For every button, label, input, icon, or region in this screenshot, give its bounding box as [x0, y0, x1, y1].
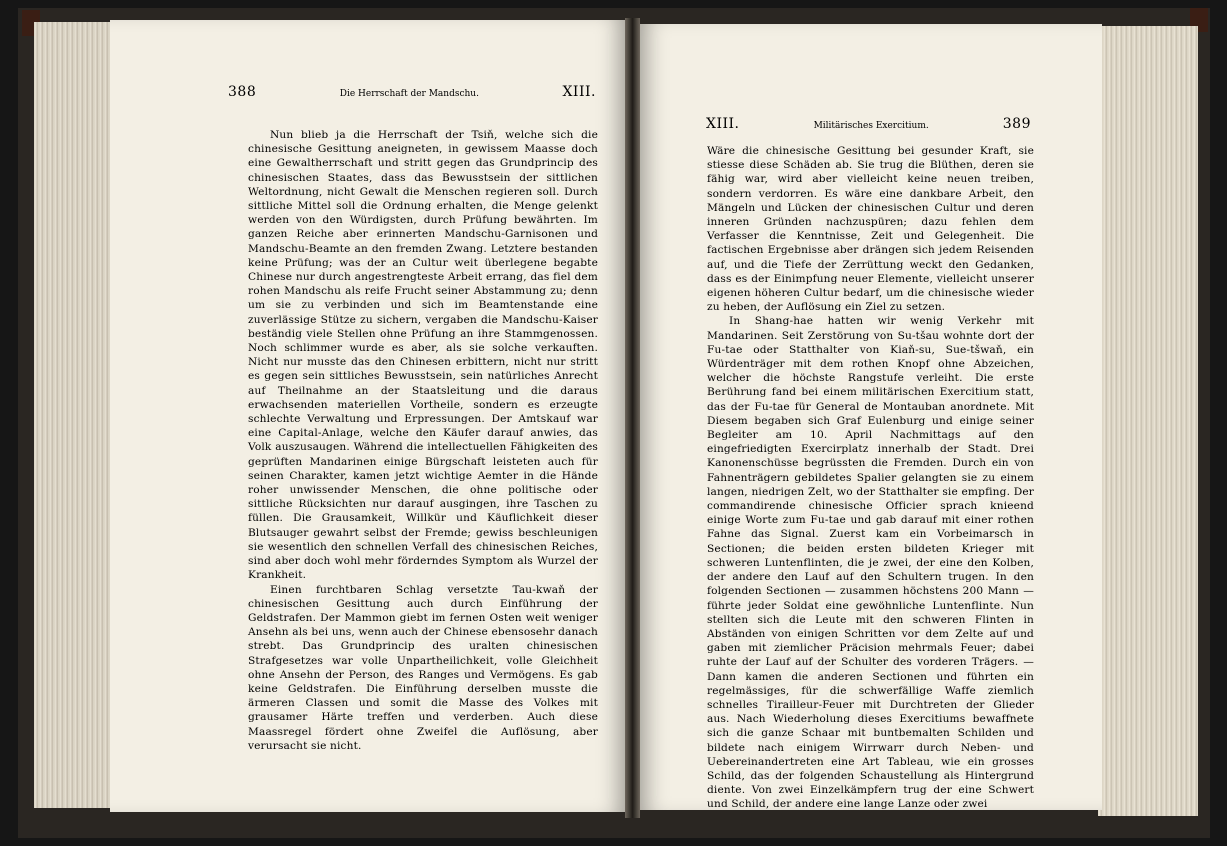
paragraph: Einen furchtbaren Schlag versetzte Tau-kwaň der chinesischen Gesittung auch durch Einführung der Geldstrafen. Der Mammon giebt im fernen Osten weit weniger Ansehn als bei uns, wenn auch der Chinese ebensosehr danach strebt. Das Grundprincip des uralten chinesischen Strafgesetzes war volle Unpartheilichkeit, volle Gleichheit ohne Ansehn der Person, des Ranges und Vermögens. Es gab keine Geldstrafen. Die Einführung derselben musste die ärmeren Classen und somit die Masse des Volkes mit grausamer Härte treffen und verderben. Auch diese Maassregel fördert ohne Zweifel die Auflösung, aber verursacht sie nicht. — [248, 583, 598, 752]
paragraph: Nun blieb ja die Herrschaft der Tsiň, welche sich die chinesische Gesittung aneigneten, in gewissem Maasse doch eine Gewaltherrschaft und stritt gegen das Grundprincip des chinesischen Staates, dass das Bewusstsein der sittlichen Weltordnung, nicht Gewalt die Menschen regieren soll. Durch sittliche Mittel soll die Ordnung erhalten, die Menge gelenkt werden von den Würdigsten, durch Prüfung bewährten. Im ganzen Reiche aber erinnerten Mandschu-Garnisonen und Mandschu-Beamte an den fremden Zwang. Letztere bestanden keine Prüfung; was der an Cultur weit überlegene begabte Chinese nur durch angestrengteste Arbeit errang, das fiel dem rohen Mandschu als reife Frucht seiner Abstammung zu; denn um sie zu verbinden und sich im Beamtenstande eine zuverlässige Stütze zu sichern, vergaben die Mandschu-Kaiser beständig viele Stellen ohne Prüfung an ihre Stammgenossen. Noch schlimmer wurde es aber, als sie solche verkauften. Nicht nur musste das den Chinesen erbittern, nicht nur stritt es gegen sein sittliches Bewusstsein, sein natürliches Anrecht auf Theilnahme an der Staatsleitung und die daraus erwachsenden materiellen Vortheile, sondern es erzeugte schlechte Verwaltung und Erpressungen. Der Amtskauf war eine Capital-Anlage, welche den Käufer darauf anwies, das Volk auszusaugen. Während die intellectuellen Fähigkeiten des geprüften Mandarinen einige Bürgschaft leisteten auch für seinen Charakter, kamen jetzt wichtige Aemter in die Hände roher unwissender Menschen, die ohne politische oder sittliche Rücksichten nur darauf ausgingen, ihre Taschen zu füllen. Die Grausamkeit, Willkür und Käuflichkeit dieser Blutsauger gewahrt selbst der Fremde; gewiss beschleunigen sie wesentlich den schnellen Verfall des chinesischen Reiches, sind aber doch wohl mehr förderndes Symptom als Wurzel der Krankheit. — [248, 129, 598, 582]
right-page-number: 389 — [1002, 116, 1031, 132]
paragraph: In Shang-hae hatten wir wenig Verkehr mit Mandarinen. Seit Zerstörung von Su-tšau wohnte dort der Fu-tae oder Statthalter von Kiaň-su, Sue-tšwaň, ein Würdenträger mit dem rothen Knopf ohne Abzeichen, welcher die höchste Rangstufe verleiht. Die erste Berührung fand bei einem militärischen Exercitium statt, das der Fu-tae für General de Montauban anordnete. Mit Diesem begaben sich Graf Eulenburg und einige seiner Begleiter am 10. April Nachmittags auf den eingefriedigten Exercirplatz innerhalb der Stadt. Drei Kanonenschüsse begrüssten die Fremden. Durch ein von Fahnenträgern gebildetes Spalier gelangten sie zu einem langen, niedrigen Zelt, wo der Statthalter sie empfing. Der commandirende chinesische Officier sprach knieend einige Worte zum Fu-tae und gab darauf mit einer rothen Fahne das Signal. Zuerst kam ein Vorbeimarsch in Sectionen; die beiden ersten bildeten Krieger mit schweren Luntenflinten, die je zwei, der eine den Kolben, der andere den Lauf auf den Schultern trugen. In den folgenden Sectionen — zusammen höchstens 200 Mann — führte jeder Soldat eine gewöhnliche Luntenflinte. Nun stellten sich die Leute mit den schweren Flinten in Abständen von einigen Schritten vor dem Zelte auf und gaben mit ziemlicher Präcision mehrmals Feuer; dabei ruhte der Lauf auf der Schulter des vorderen Trägers. — Dann kamen die anderen Sectionen und führten ein regelmässiges, für die schwerfällige Waffe ziemlich schnelles Tirailleur-Feuer mit Durchtreten der Glieder aus. Nach Wiederholung dieses Exercitiums bewaffnete sich die ganze Schaar mit buntbemalten Schilden und bildete nach einigem Wirrwarr durch Neben- und Uebereinandertreten eine Art Tableau, wie ein grosses Schild, das der folgenden Schaustellung als Hintergrund diente. Von zwei Einzelkämpfern trug der eine Schwert und Schild, der andere eine lange Lanze oder zwei — [707, 315, 1034, 811]
book-gutter — [625, 18, 640, 818]
right-running-title: Militärisches Exercitium. — [813, 121, 929, 131]
left-chapter-number: XIII. — [562, 84, 596, 100]
page-edges-left — [34, 22, 120, 808]
page-edges-right — [1098, 26, 1198, 816]
right-body-text — [707, 144, 1034, 812]
right-running-head — [706, 116, 1031, 138]
paragraph: Wäre die chinesische Gesittung bei gesunder Kraft, sie stiesse diese Schäden ab. Sie trug die Blüthen, deren sie fähig war, wird aber vielleicht keine neuen treiben, sondern verdorren. Es wäre eine dankbare Arbeit, den Mängeln und Lücken der chinesischen Cultur und deren inneren Gründen nachzuspüren; dazu fehlen dem Verfasser die Kenntnisse, Zeit und Gelegenheit. Die factischen Ergebnisse aber drängen sich jedem Reisenden auf, und die Tiefe der Zerrüttung weckt den Gedanken, dass es der Einimpfung neuer Elemente, vielleicht unserer eigenen höheren Cultur bedarf, um die chinesische wieder zu heben, der Auflösung ein Ziel zu setzen. — [707, 145, 1034, 314]
left-running-title: Die Herrschaft der Mandschu. — [339, 89, 479, 99]
left-body-text — [248, 128, 598, 753]
left-page-number: 388 — [228, 84, 257, 100]
right-chapter-number: XIII. — [706, 116, 740, 132]
left-running-head — [228, 84, 596, 106]
